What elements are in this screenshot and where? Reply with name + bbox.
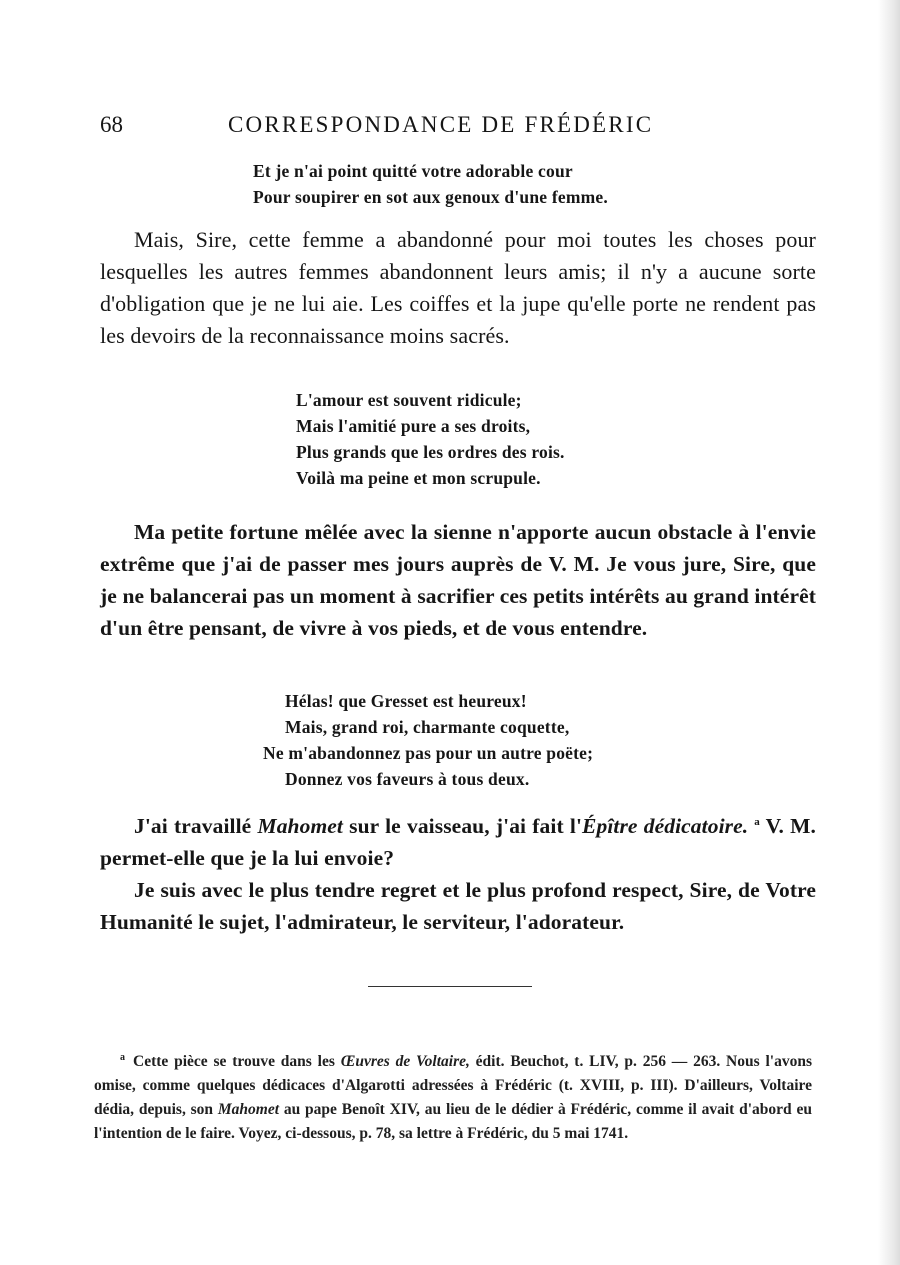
work-title-oeuvres: Œuvres de Voltaire, <box>340 1053 470 1070</box>
verse-line: L'amour est souvent ridicule; <box>296 390 522 410</box>
text-run: au pape Benoît XIV, au lieu de le dédier à Frédéric, comme il avait d'abord eu l'intention de le faire. Voyez, ci-dessous, p. 78, sa lettre à Frédéric, du 5 mai 1741. <box>94 1101 813 1142</box>
footnote-separator <box>368 986 532 987</box>
verse-block-2 <box>296 387 565 491</box>
paragraph-3 <box>100 810 816 874</box>
verse-block-3 <box>263 688 593 792</box>
text-run: édit. Beuchot, t. LIV, p. 256 — 263. Nous l'avons omise, comme quelques dédicaces d'Algarotti adressées à Frédéric (t. XVIII, p. III). D'ailleurs, Voltaire dédia, depuis, son <box>94 1053 812 1118</box>
footnote-reference[interactable]: a <box>754 815 760 828</box>
paragraph-4 <box>100 874 816 938</box>
work-title-mahomet: Mahomet <box>217 1101 280 1118</box>
verse-line: Voilà ma peine et mon scrupule. <box>296 468 541 488</box>
verse-line: Ne m'abandonnez pas pour un autre poëte; <box>263 743 594 763</box>
verse-line: Et je n'ai point quitté votre adorable cour <box>253 161 573 181</box>
verse-line: Hélas! que Gresset est heureux! <box>285 691 527 711</box>
verse-line: Mais, grand roi, charmante coquette, <box>285 717 570 737</box>
text-run: V. M. permet-elle que je la lui envoie? <box>100 814 816 870</box>
page-number: 68 <box>100 112 123 137</box>
verse-block-1 <box>253 158 608 210</box>
paragraph-2 <box>100 516 816 644</box>
page-edge-shadow <box>878 0 900 1265</box>
verse-line: Donnez vos faveurs à tous deux. <box>285 769 530 789</box>
work-title-epitre: Épître dédicatoire. <box>582 814 749 838</box>
paragraph-1 <box>100 224 816 352</box>
running-header <box>100 112 820 142</box>
paragraph-text <box>100 810 816 874</box>
paragraph-text: Mais, Sire, cette femme a abandonné pour moi toutes les choses pour lesquelles les autres femmes abandonnent leurs amis; il n'y a aucune sorte d'obligation que je ne lui aie. Les coiffes et la jupe qu'elle porte ne rendent pas les devoirs de la reconnaissance moins sacrés. <box>100 227 816 348</box>
text-run: J'ai travaillé <box>134 814 258 838</box>
verse-line: Mais l'amitié pure a ses droits, <box>296 416 531 436</box>
running-title: CORRESPONDANCE DE FRÉDÉRIC <box>228 112 654 137</box>
footnote-text <box>94 1050 812 1146</box>
paragraph-text: Je suis avec le plus tendre regret et le plus profond respect, Sire, de Votre Humanité le sujet, l'admirateur, le serviteur, l'adorateur. <box>100 878 816 934</box>
verse-line: Pour soupirer en sot aux genoux d'une femme. <box>253 187 608 207</box>
footnote-mark: a <box>120 1051 125 1063</box>
verse-line: Plus grands que les ordres des rois. <box>296 442 565 462</box>
footnote <box>94 1050 812 1146</box>
work-title-mahomet: Mahomet <box>257 814 343 838</box>
text-run: sur le vaisseau, j'ai fait l' <box>343 814 583 838</box>
paragraph-text: Ma petite fortune mêlée avec la sienne n'apporte aucun obstacle à l'envie extrême que j'ai de passer mes jours auprès de V. M. Je vous jure, Sire, que je ne balancerai pas un moment à sacrifier ces petits intérêts au grand intérêt d'un être pensant, de vivre à vos pieds, et de vous entendre. <box>100 520 816 640</box>
text-run: Cette pièce se trouve dans les <box>133 1053 341 1070</box>
